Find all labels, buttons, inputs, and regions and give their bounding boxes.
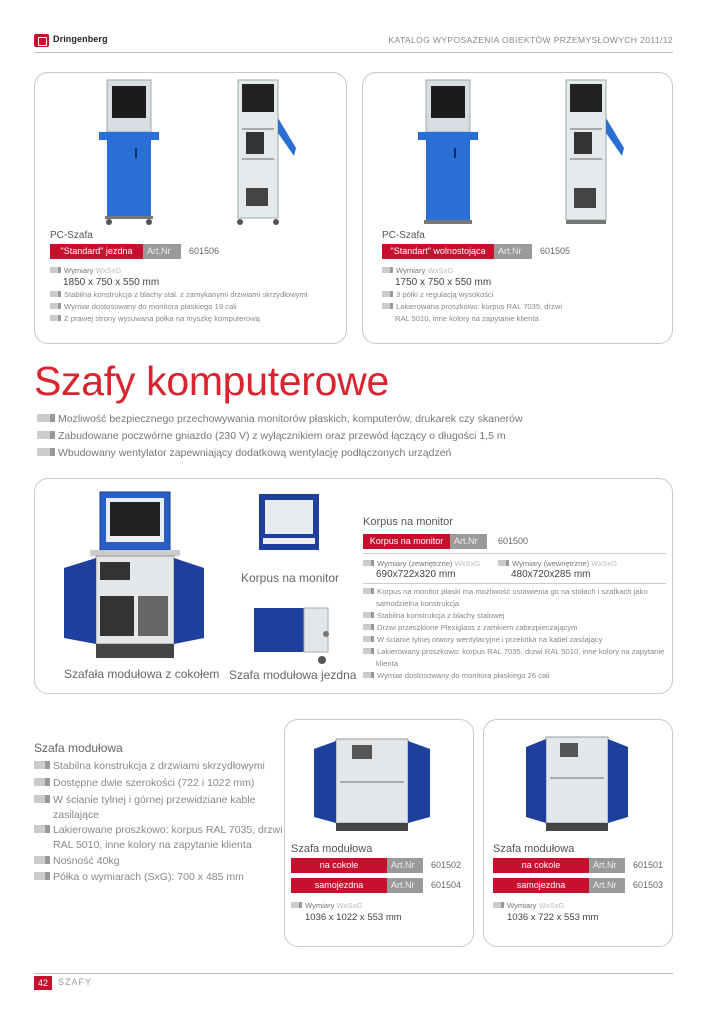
variant-row [382,244,592,259]
art-nr-label: Art.Nr [589,858,625,873]
feature-item: Wymiar dostosowany do monitora płaskiego 26 cali [363,671,550,680]
variant-label: na cokole [291,858,387,873]
pc-cabinet-standing-front-image [414,78,484,226]
art-nr-value: 601501 [633,860,664,870]
art-nr-value: 601505 [540,246,571,256]
dims-divider [363,553,666,554]
feature-item: Półka o wymiarach (SxG): 700 x 485 mm [34,871,244,883]
modular-cabinet-mobile-image [252,606,332,666]
feature-item: Możliwość bezpiecznego przechowywania monitorów płaskich, komputerów, drukarek czy skanerów [37,413,523,425]
feature-item: zasilające [53,809,100,821]
art-nr-label: Art.Nr [450,534,487,549]
variant-label: samojezdna [291,878,387,893]
art-nr-value: 601502 [431,860,462,870]
variant-row [291,878,467,893]
product-title: Korpus na monitor [363,516,453,528]
caption-monitor-body: Korpus na monitor [241,571,340,585]
art-nr-label: Art.Nr [387,878,423,893]
internal-dimensions-label: Wymiary (wewnętrzne) WxSxG [498,559,617,568]
footer-section-name: SZAFY [58,977,93,987]
feature-item: 3 półki z regulacją wysokości [382,290,494,299]
feature-item: W ścianie tylnej i górnej przewidziane kable [34,794,256,806]
feature-item: Z prawej strony wysuwana półka na myszkę komputerową [50,314,260,323]
caption-modular-plinth: Szafała modułowa z cokołem [64,667,220,681]
dimensions-label: Wymiary WxSxG [50,266,121,275]
page-title: Szafy komputerowe [34,358,389,404]
product-title: PC-Szafa [50,230,93,241]
variant-row [291,858,467,873]
pc-cabinet-mobile-open-image [228,78,300,226]
page-number: 42 [34,976,52,990]
modular-cabinet-narrow-image [522,733,632,833]
card-title: Szafa modułowa [493,843,575,855]
variant-label: "Standart" wolnostojąca [382,244,494,259]
feature-item: Stabilna konstrukcja z blachy stalowej [363,611,504,620]
product-title: PC-Szafa [382,230,425,241]
variant-label: samojezdna [493,878,589,893]
internal-dimensions-value: 480x720x285 mm [511,569,591,580]
external-dimensions-value: 690x722x320 mm [376,569,456,580]
art-nr-value: 601506 [189,246,220,256]
pc-cabinet-mobile-front-image [95,78,165,226]
brand-name: Dringenberg [53,34,108,44]
art-nr-value: 601504 [431,880,462,890]
art-nr-value: 601503 [633,880,664,890]
feature-item: Stabilna konstrukcja z drzwiami skrzydłowymi [34,760,265,772]
feature-item: Lakierowane proszkowo: korpus RAL 7035, drzwi [34,824,283,836]
variant-row [50,244,250,259]
dimensions-value: 1036 x 722 x 553 mm [507,912,599,923]
monitor-body-image [257,492,321,556]
feature-item: Korpus na monitor płaski ma możliwość ustawienia go na stołach i szafkach jako [363,587,648,596]
art-nr-label: Art.Nr [387,858,423,873]
card-title: Szafa modułowa [291,843,373,855]
brand-logo-icon [34,34,49,47]
pc-cabinet-standing-open-image [556,78,628,226]
feature-item: Stabilna konstrukcja z blachy stal. z zamykanymi drzwiami skrzydłowymi [50,290,308,299]
modular-cabinet-plinth-image [56,488,212,664]
section-title: Szafa modułowa [34,741,123,755]
dimensions-label: Wymiary WxSxG [291,901,362,910]
feature-item: RAL 5010, inne kolory na zapytanie klienta [53,839,252,851]
dimensions-value: 1750 x 750 x 550 mm [395,277,492,288]
variant-row [363,534,563,549]
feature-item: Lakierowana proszkowo: korpus RAL 7035, drzwi [382,302,562,311]
feature-item: klienta [376,659,398,668]
feature-item: RAL 5010, inne kolory na zapytanie klienta [395,314,539,323]
feature-item: Wymiar dostosowany do monitora płaskiego 19 cali [50,302,237,311]
feature-item: Lakierowany proszkowo: korpus RAL 7035, drzwi RAL 5010, inne kolory na zapytanie [363,647,664,656]
catalog-title: KATALOG WYPOSAŻENIA OBIEKTÓW PRZEMYSŁOWYCH 2011/12 [388,35,673,45]
dimensions-label: Wymiary WxSxG [382,266,453,275]
feature-item: W ścianie tylnej otwory wentylacyjne i przelotka na kabel zasilający [363,635,602,644]
feature-item: samodzielna konstrukcja [376,599,460,608]
variant-label: "Standard" jezdna [50,244,143,259]
feature-item: Dostępne dwie szerokości (722 i 1022 mm) [34,777,254,789]
external-dimensions-label: Wymiary (zewnętrzne) WxSxG [363,559,480,568]
dimensions-value: 1036 x 1022 x 553 mm [305,912,402,923]
footer-divider [34,973,673,974]
feature-item: Zabudowane poczwórne gniazdo (230 V) z wyłącznikiem oraz przewód łączący o długości 1,5 m [37,430,506,442]
art-nr-label: Art.Nr [494,244,532,259]
variant-row [493,878,669,893]
caption-modular-mobile: Szafa modułowa jezdna [229,668,357,682]
feature-item: Drzwi przeszklone Plexiglass z zamkiem zabezpieczającym [363,623,577,632]
variant-label: na cokole [493,858,589,873]
variant-row [493,858,669,873]
art-nr-label: Art.Nr [589,878,625,893]
modular-cabinet-wide-image [312,735,432,833]
dimensions-label: Wymiary WxSxG [493,901,564,910]
art-nr-label: Art.Nr [143,244,181,259]
header-divider [34,52,673,53]
feature-item: Nośność 40kg [34,855,120,867]
features-divider [363,583,666,584]
feature-item: Wbudowany wentylator zapewniający dodatkową wentylację podłączonych urządzeń [37,447,451,459]
dimensions-value: 1850 x 750 x 550 mm [63,277,160,288]
art-nr-value: 601500 [498,536,529,546]
variant-label: Korpus na monitor [363,534,450,549]
